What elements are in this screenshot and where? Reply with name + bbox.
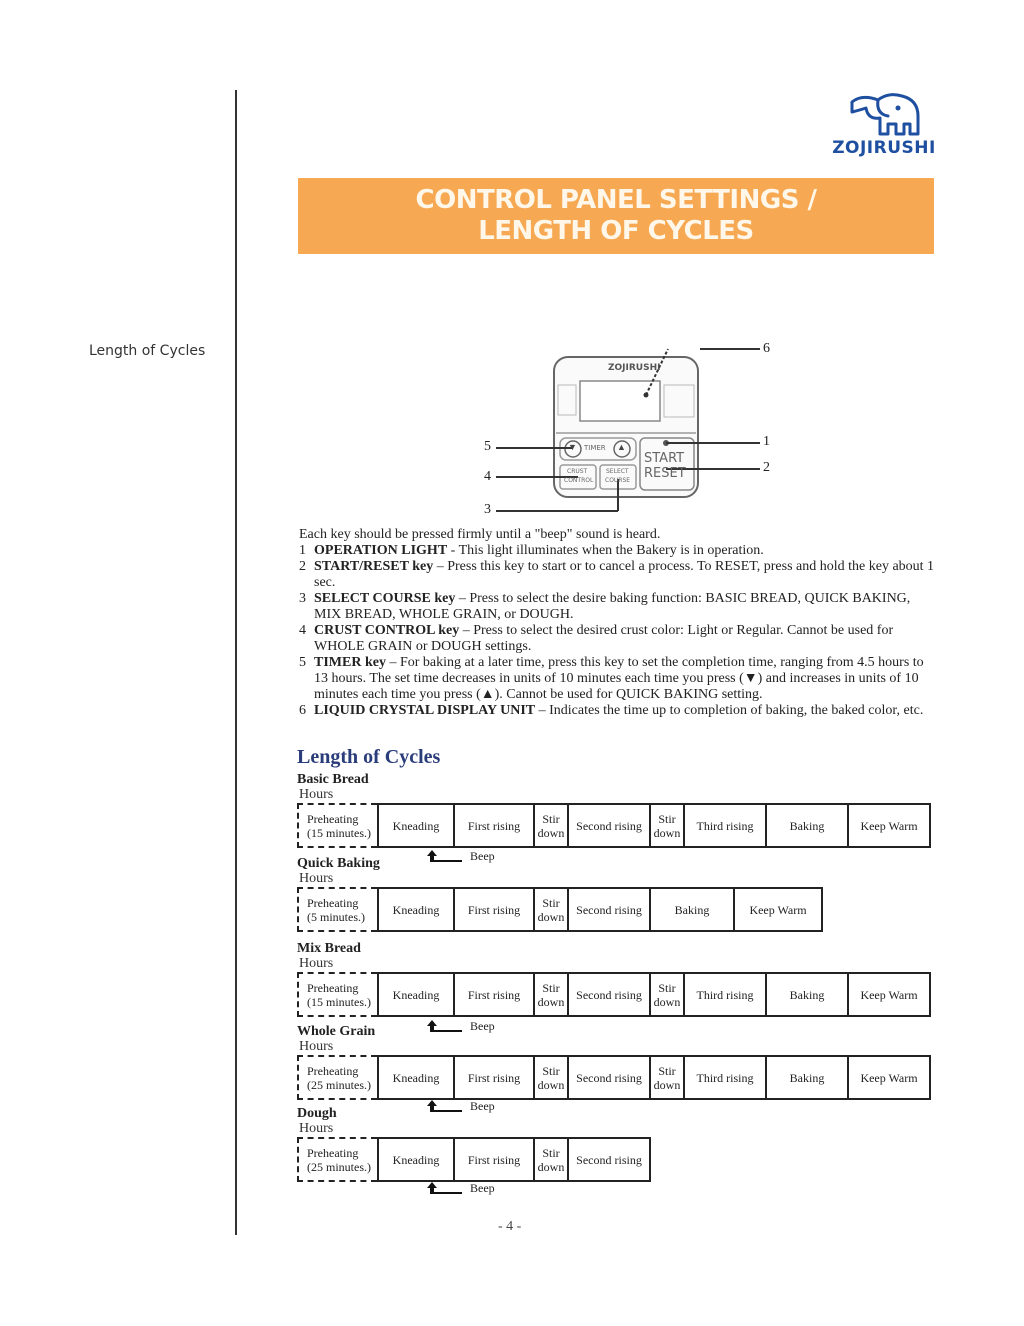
stage-preheating: Preheating (25 minutes.) <box>297 1137 377 1182</box>
key-description-item <box>299 623 939 655</box>
item-number: 6 <box>299 703 306 718</box>
stage-baking: Baking <box>767 972 849 1017</box>
zojirushi-logo <box>832 90 936 162</box>
stage-preheating: Preheating (15 minutes.) <box>297 803 377 848</box>
item-number: 5 <box>299 655 306 670</box>
course-basic-bread <box>297 772 931 848</box>
stage-stir-down: Stir down <box>651 972 685 1017</box>
cycle-bar <box>297 803 931 848</box>
item-number: 1 <box>299 543 306 558</box>
hours-label: Hours <box>299 1121 334 1136</box>
stage-keep-warm: Keep Warm <box>849 803 931 848</box>
hours-label: Hours <box>299 1039 334 1054</box>
stage-second-rising: Second rising <box>569 1137 651 1182</box>
stage-keep-warm: Keep Warm <box>735 887 823 932</box>
item-number: 3 <box>299 591 306 606</box>
timer-down-icon: ▼ <box>568 442 577 452</box>
stage-first-rising: First rising <box>455 972 535 1017</box>
stage-kneading: Kneading <box>377 972 455 1017</box>
key-description-item <box>299 703 939 719</box>
cycle-bar <box>297 972 931 1017</box>
stage-kneading: Kneading <box>377 887 455 932</box>
callout-4: 4 <box>484 469 491 484</box>
callout-2: 2 <box>763 460 770 475</box>
stage-preheating: Preheating (25 minutes.) <box>297 1055 377 1100</box>
select-key-label-2: COURSE <box>605 477 631 484</box>
course-name: Dough <box>297 1106 337 1121</box>
select-key-label-1: SELECT <box>606 468 629 475</box>
key-descriptions-list <box>299 543 939 719</box>
section-title: Length of Cycles <box>297 746 441 768</box>
key-description-item <box>299 655 939 703</box>
beep-indicator <box>426 848 495 864</box>
brand-name: ZOJIRUSHI <box>832 138 936 158</box>
cycle-bar <box>297 1055 931 1100</box>
item-number: 4 <box>299 623 306 638</box>
stage-keep-warm: Keep Warm <box>849 972 931 1017</box>
stage-baking: Baking <box>767 1055 849 1100</box>
start-key-label-2: RESET <box>644 466 686 481</box>
beep-label: Beep <box>470 849 495 863</box>
beep-arrow-icon <box>426 1180 464 1196</box>
key-desc: – Press this key to start or to cancel a process. To RESET, press and hold the key about 1 sec. <box>314 559 935 590</box>
cycle-bar <box>297 887 823 932</box>
item-number: 2 <box>299 559 306 574</box>
course-name: Mix Bread <box>297 941 361 956</box>
key-name: LIQUID CRYSTAL DISPLAY UNIT <box>314 703 536 718</box>
key-name: CRUST CONTROL key <box>314 623 460 638</box>
callout-1: 1 <box>763 434 770 449</box>
timer-up-icon: ▲ <box>617 442 626 452</box>
stage-third-rising: Third rising <box>685 803 767 848</box>
intro-text: Each key should be pressed firmly until a "beep" sound is heard. <box>299 527 661 542</box>
panel-brand-text: ZOJIRUSHI <box>608 363 661 373</box>
key-desc: – Press to select the desire baking function: BASIC BREAD, QUICK BAKING, MIX BREAD, WHOLE GRAIN, or DOUGH. <box>314 591 911 622</box>
stage-stir-down: Stir down <box>535 887 569 932</box>
course-name: Quick Baking <box>297 856 380 871</box>
key-desc: – For baking at a later time, press this key to set the completion time, ranging from 4.5 hours to 13 hours. The set time decreases in units of 10 minutes each time you press (▼) and increases in units of 10 minutes each time you press (▲). Cannot be used for QUICK BAKING setting. <box>314 655 924 702</box>
key-description-item <box>299 559 939 591</box>
hours-label: Hours <box>299 956 334 971</box>
beep-arrow-icon <box>426 1098 464 1114</box>
crust-key-label-2: CONTROL <box>564 477 594 484</box>
stage-first-rising: First rising <box>455 803 535 848</box>
page-title-line-1: CONTROL PANEL SETTINGS / <box>415 185 817 215</box>
beep-label: Beep <box>470 1099 495 1113</box>
beep-label: Beep <box>470 1181 495 1195</box>
stage-stir-down: Stir down <box>535 1055 569 1100</box>
item-text <box>314 703 923 719</box>
stage-kneading: Kneading <box>377 1137 455 1182</box>
beep-arrow-icon <box>426 848 464 864</box>
beep-label: Beep <box>470 1019 495 1033</box>
key-desc: - This light illuminates when the Bakery is in operation. <box>447 543 764 558</box>
course-whole-grain <box>297 1024 931 1100</box>
item-text <box>314 623 939 655</box>
callout-3: 3 <box>484 502 491 517</box>
page-title-line-2: LENGTH OF CYCLES <box>478 216 754 246</box>
callout-5: 5 <box>484 439 491 454</box>
stage-second-rising: Second rising <box>569 972 651 1017</box>
callout-6: 6 <box>763 341 770 356</box>
vertical-divider <box>235 90 237 1235</box>
hours-label: Hours <box>299 787 334 802</box>
stage-keep-warm: Keep Warm <box>849 1055 931 1100</box>
item-text <box>314 591 939 623</box>
stage-third-rising: Third rising <box>685 1055 767 1100</box>
course-dough <box>297 1106 651 1182</box>
stage-stir-down: Stir down <box>535 803 569 848</box>
key-name: START/RESET key <box>314 559 434 574</box>
hours-label: Hours <box>299 871 334 886</box>
course-name: Whole Grain <box>297 1024 376 1039</box>
stage-first-rising: First rising <box>455 1055 535 1100</box>
course-name: Basic Bread <box>297 772 369 787</box>
key-name: TIMER key <box>314 655 386 670</box>
stage-second-rising: Second rising <box>569 1055 651 1100</box>
item-text <box>314 559 939 591</box>
stage-third-rising: Third rising <box>685 972 767 1017</box>
stage-stir-down: Stir down <box>535 1137 569 1182</box>
key-description-item <box>299 543 939 559</box>
course-mix-bread <box>297 941 931 1017</box>
page-number: - 4 - <box>498 1219 522 1234</box>
key-name: SELECT COURSE key <box>314 591 456 606</box>
crust-key-label-1: CRUST <box>567 468 588 475</box>
stage-first-rising: First rising <box>455 1137 535 1182</box>
stage-second-rising: Second rising <box>569 887 651 932</box>
stage-first-rising: First rising <box>455 887 535 932</box>
stage-stir-down: Stir down <box>651 1055 685 1100</box>
sidebar-section-label: Length of Cycles <box>89 343 206 359</box>
stage-kneading: Kneading <box>377 1055 455 1100</box>
key-name: OPERATION LIGHT <box>314 543 448 558</box>
elephant-icon <box>832 90 936 140</box>
stage-kneading: Kneading <box>377 803 455 848</box>
item-text <box>314 655 939 703</box>
key-description-item <box>299 591 939 623</box>
stage-baking: Baking <box>651 887 735 932</box>
key-desc: – Indicates the time up to completion of baking, the baked color, etc. <box>535 703 924 718</box>
stage-preheating: Preheating (5 minutes.) <box>297 887 377 932</box>
beep-indicator <box>426 1098 495 1114</box>
beep-arrow-icon <box>426 1018 464 1034</box>
stage-baking: Baking <box>767 803 849 848</box>
beep-indicator <box>426 1180 495 1196</box>
item-text <box>314 543 764 559</box>
stage-preheating: Preheating (15 minutes.) <box>297 972 377 1017</box>
page-title-banner <box>298 178 934 254</box>
stage-stir-down: Stir down <box>651 803 685 848</box>
control-panel-diagram <box>470 335 790 520</box>
timer-key-label: TIMER <box>584 444 606 452</box>
beep-indicator <box>426 1018 495 1034</box>
course-quick-baking <box>297 856 823 932</box>
stage-stir-down: Stir down <box>535 972 569 1017</box>
stage-second-rising: Second rising <box>569 803 651 848</box>
cycle-bar <box>297 1137 651 1182</box>
key-desc: – Press to select the desired crust color: Light or Regular. Cannot be used for WHOLE GRAIN or DOUGH settings. <box>314 623 894 654</box>
start-key-label-1: START <box>644 451 685 466</box>
